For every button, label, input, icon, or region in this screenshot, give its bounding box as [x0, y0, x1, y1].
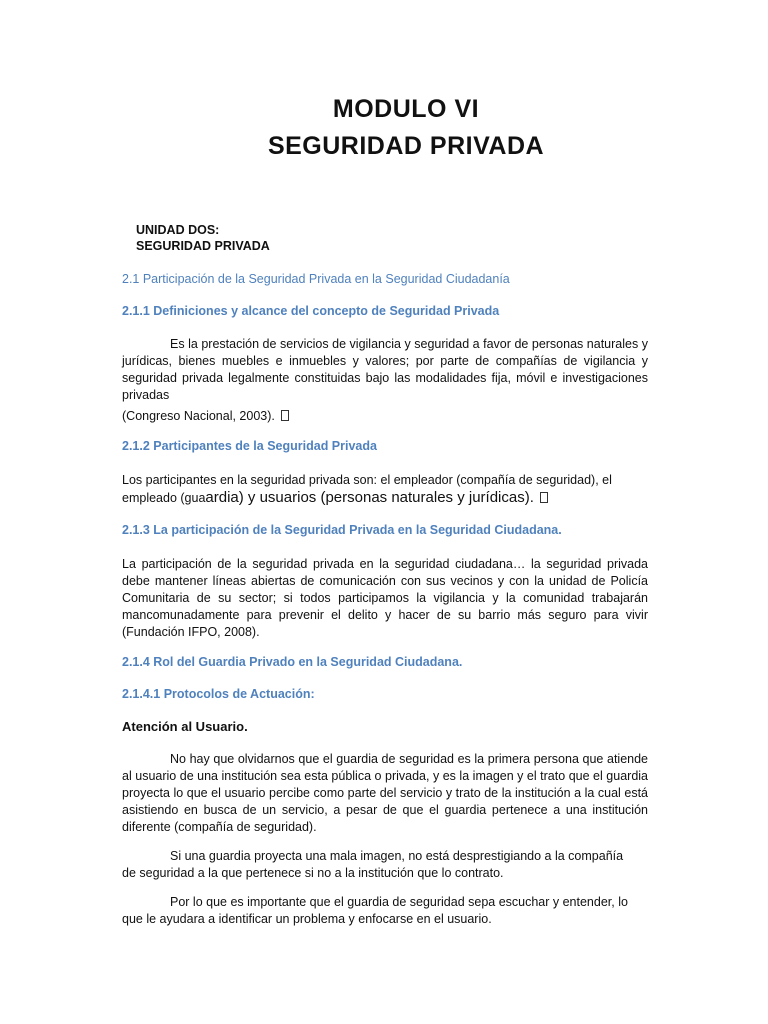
unit-label-line2: SEGURIDAD PRIVADA — [136, 239, 270, 253]
section-heading-2-1-2: 2.1.2 Participantes de la Seguridad Privada — [122, 439, 377, 453]
definition-citation — [122, 408, 289, 425]
module-subtitle: SEGURIDAD PRIVADA — [267, 132, 545, 160]
participants-line2-end: ardia) y usuarios (personas naturales y jurídicas). — [205, 489, 534, 506]
definition-citation-text: (Congreso Nacional, 2003). — [122, 409, 275, 423]
unit-label-line1: UNIDAD DOS: — [136, 223, 220, 237]
attention-paragraph-3 — [122, 894, 642, 928]
attention-paragraph-2-text: Si una guardia proyecta una mala imagen, no está desprestigiando a la compañía de seguridad a la que pertenece si no a la institución que lo contrato. — [122, 849, 624, 880]
module-title: MODULO VI — [332, 95, 480, 123]
participants-line1: Los participantes en la seguridad privada son: el empleador (compañía de seguridad), el — [122, 473, 612, 487]
attention-paragraph-1 — [122, 751, 648, 836]
missing-glyph-icon — [540, 492, 548, 503]
definition-text: Es la prestación de servicios de vigilancia y seguridad a favor de personas naturales y jurídicas, bienes muebles e inmuebles y valores; por parte de compañías de vigilancia y seguridad privada legalmente constituidas bajo las modalidades fija, móvil e investigaciones privadas — [122, 337, 648, 402]
unit-label — [136, 222, 270, 254]
attention-paragraph-1-text: No hay que olvidarnos que el guardia de seguridad es la primera persona que atiende al usuario de una institución sea esta pública o privada, y es la imagen y el trato que el guardia proyecta lo que el usuario percibe como parte del servicio y trato de la institución a la cual está asistiendo en busca de un servicio, a pesar de que el guardia pertenece a una institución diferente (compañía de seguridad). — [122, 752, 648, 834]
participants-line2-start: empleado (gua — [122, 491, 206, 505]
section-heading-2-1-1: 2.1.1 Definiciones y alcance del concepto de Seguridad Privada — [122, 304, 500, 318]
section-heading-2-1-3: 2.1.3 La participación de la Seguridad Privada en la Seguridad Ciudadana. — [122, 523, 562, 537]
attention-paragraph-2 — [122, 848, 632, 882]
definition-paragraph — [122, 336, 648, 404]
section-heading-2-1: 2.1 Participación de la Seguridad Privada en la Seguridad Ciudadanía — [122, 272, 510, 286]
attention-paragraph-3-text: Por lo que es importante que el guardia de seguridad sepa escuchar y entender, lo que le ayudara a identificar un problema y enfocarse en el usuario. — [122, 895, 628, 926]
missing-glyph-icon — [281, 410, 289, 421]
participants-line2 — [122, 489, 548, 507]
participation-paragraph: La participación de la seguridad privada en la seguridad ciudadana… la seguridad privada debe mantener líneas abiertas de comunicación con sus vecinos y con la unidad de Policía Comunitaria de su sector; si todos participamos la vigilancia y la comunidad trabajarán mancomunadamente para prevenir el delito y hacer de su barrio más seguro para vivir (Fundación IFPO, 2008). — [122, 557, 648, 639]
attention-heading: Atención al Usuario. — [122, 719, 248, 734]
section-heading-2-1-4-1: 2.1.4.1 Protocolos de Actuación: — [122, 687, 315, 701]
section-heading-2-1-4: 2.1.4 Rol del Guardia Privado en la Seguridad Ciudadana. — [122, 655, 463, 669]
